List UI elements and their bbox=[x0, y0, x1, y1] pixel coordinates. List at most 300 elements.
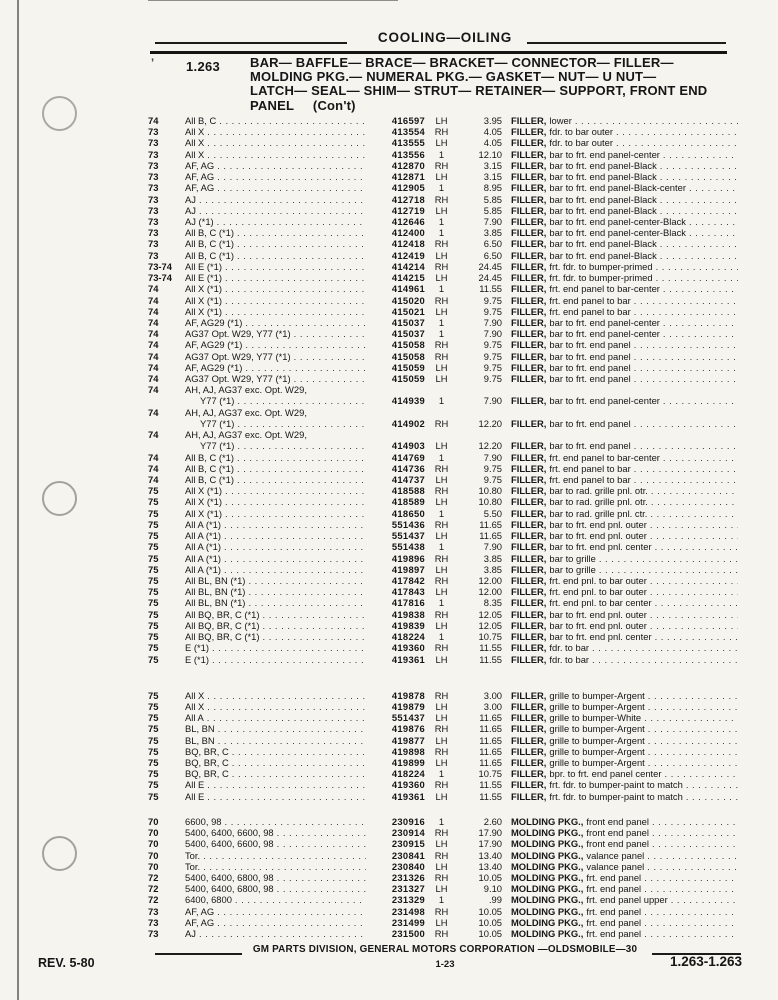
price-cell: 3.85 bbox=[483, 552, 502, 564]
part-number: 414902 bbox=[391, 417, 425, 429]
dot-leader bbox=[663, 149, 738, 160]
price-cell: 11.65 bbox=[479, 530, 502, 542]
dot-leader bbox=[634, 306, 738, 317]
side-cell: LH bbox=[435, 586, 448, 598]
description-cell bbox=[502, 306, 740, 317]
side-cell: RH bbox=[434, 872, 449, 883]
dot-leader bbox=[207, 126, 366, 137]
side-cell: LH bbox=[435, 496, 448, 508]
dot-leader bbox=[648, 757, 738, 768]
side-cell: LH bbox=[435, 204, 448, 216]
part-number: 231329 bbox=[391, 894, 425, 906]
dot-leader bbox=[592, 642, 738, 653]
description-cell bbox=[502, 250, 740, 261]
side-cell: LH bbox=[435, 530, 448, 542]
dot-leader bbox=[217, 216, 366, 227]
description-text: bar to frt. end panel bbox=[549, 339, 631, 351]
dot-leader bbox=[219, 115, 366, 126]
dot-leader bbox=[689, 216, 738, 227]
part-number: 419878 bbox=[391, 689, 425, 701]
price-cell: 3.00 bbox=[483, 700, 502, 712]
model-text: AJ bbox=[185, 928, 196, 940]
price-cell: 9.75 bbox=[483, 361, 502, 373]
part-type-label: FILLER, bbox=[511, 530, 547, 542]
part-type-label: FILLER, bbox=[511, 395, 547, 407]
description-cell bbox=[502, 597, 740, 608]
description-text: frt. fdr. to bumper-primed bbox=[549, 260, 653, 272]
price-cell: 9.10 bbox=[483, 883, 502, 895]
side-cell: LH bbox=[435, 137, 448, 149]
description-cell bbox=[502, 362, 740, 373]
model-text: AH, AJ, AG37 exc. Opt. W29, bbox=[185, 429, 307, 441]
dot-leader bbox=[212, 654, 366, 665]
table-row bbox=[148, 238, 740, 249]
dot-leader bbox=[648, 735, 738, 746]
price-cell: 11.65 bbox=[479, 745, 502, 757]
price-cell: 11.55 bbox=[479, 642, 502, 654]
dot-leader bbox=[651, 485, 738, 496]
part-number: 417842 bbox=[391, 574, 425, 586]
dot-leader bbox=[689, 182, 738, 193]
side-cell: LH bbox=[435, 563, 448, 575]
description-cell bbox=[502, 194, 740, 205]
model-cell bbox=[185, 530, 368, 541]
dot-leader bbox=[218, 735, 366, 746]
dot-leader bbox=[663, 395, 738, 406]
dot-leader bbox=[248, 575, 366, 586]
year-cell: 72 bbox=[148, 872, 159, 883]
side-cell: LH bbox=[435, 361, 448, 373]
model-cell bbox=[185, 429, 368, 440]
description-text: bar to frt. end pnl. outer bbox=[549, 608, 647, 620]
table-row bbox=[148, 205, 740, 216]
dot-leader bbox=[634, 463, 738, 474]
side-cell: RH bbox=[434, 339, 449, 351]
table-row bbox=[148, 597, 740, 608]
price-cell: 9.75 bbox=[483, 462, 502, 474]
part-number: 417816 bbox=[391, 597, 425, 609]
dot-leader bbox=[225, 496, 366, 507]
table-row bbox=[148, 485, 740, 496]
side-cell: 1 bbox=[438, 395, 445, 407]
year-cell: 73 bbox=[148, 916, 159, 928]
side-cell: 1 bbox=[438, 815, 445, 827]
description-text: bar to frt. end panel-Black bbox=[549, 171, 657, 183]
part-number: 412400 bbox=[391, 227, 425, 239]
table-row bbox=[148, 418, 740, 429]
side-cell: RH bbox=[434, 417, 449, 429]
price-cell: 3.85 bbox=[483, 563, 502, 575]
part-number: 419896 bbox=[391, 552, 425, 564]
part-type-label: MOLDING PKG., bbox=[511, 916, 584, 928]
price-cell: 12.05 bbox=[478, 619, 502, 631]
description-text: bar to frt. end panel bbox=[549, 440, 631, 452]
price-cell: 4.05 bbox=[483, 126, 502, 138]
side-cell: LH bbox=[435, 619, 448, 631]
table-row bbox=[148, 894, 740, 905]
price-cell: 17.90 bbox=[478, 827, 502, 839]
model-text: All X (*1) bbox=[185, 283, 222, 295]
description-cell bbox=[502, 768, 740, 779]
part-type-label: FILLER, bbox=[511, 316, 547, 328]
model-text: All B, C (*1) bbox=[185, 227, 234, 239]
description-cell bbox=[502, 126, 740, 137]
description-text: bar to frt. end panel-center bbox=[549, 148, 660, 160]
year-cell: 75 bbox=[148, 530, 159, 542]
dot-leader bbox=[650, 575, 738, 586]
part-type-label: FILLER, bbox=[511, 745, 547, 757]
dot-leader bbox=[207, 791, 366, 802]
side-cell: 1 bbox=[438, 894, 445, 906]
price-cell: 3.00 bbox=[483, 689, 502, 701]
side-cell: 1 bbox=[438, 541, 445, 553]
side-cell: RH bbox=[434, 159, 449, 171]
price-cell: 9.75 bbox=[483, 474, 502, 485]
price-cell: 12.00 bbox=[478, 574, 502, 586]
year-cell: 74 bbox=[148, 328, 159, 340]
description-text: frt. end panel to bar bbox=[549, 462, 631, 474]
description-cell bbox=[502, 452, 740, 463]
side-cell: 1 bbox=[438, 328, 445, 340]
description-text: frt. end panel to bar bbox=[549, 294, 631, 306]
side-cell: 1 bbox=[438, 451, 445, 463]
table-group bbox=[148, 115, 740, 665]
dot-leader bbox=[207, 137, 366, 148]
side-cell: LH bbox=[435, 474, 448, 485]
table-group bbox=[148, 816, 740, 939]
table-row bbox=[148, 496, 740, 507]
model-cell bbox=[185, 440, 368, 451]
model-cell bbox=[185, 861, 368, 872]
description-cell bbox=[502, 474, 740, 485]
part-number: 413554 bbox=[391, 126, 425, 138]
model-cell bbox=[185, 351, 368, 362]
year-cell: 75 bbox=[148, 541, 159, 553]
description-text: bar to frt. end pnl. center bbox=[549, 541, 652, 553]
model-text: All BL, BN (*1) bbox=[185, 574, 246, 586]
price-cell: 7.90 bbox=[483, 451, 502, 463]
description-cell bbox=[502, 496, 740, 507]
model-cell bbox=[185, 564, 368, 575]
year-cell: 75 bbox=[148, 689, 159, 701]
dot-leader bbox=[652, 838, 738, 849]
part-number: 412718 bbox=[391, 193, 425, 205]
dot-leader bbox=[634, 351, 738, 362]
description-cell bbox=[502, 928, 740, 939]
model-text: AF, AG bbox=[185, 182, 215, 194]
table-row bbox=[148, 575, 740, 586]
year-cell: 75 bbox=[148, 619, 159, 631]
part-number: 415020 bbox=[391, 294, 425, 306]
year-cell: 75 bbox=[148, 712, 159, 724]
description-text: bar to rad. grille pnl. ctr. bbox=[549, 507, 648, 519]
part-number: 419876 bbox=[391, 723, 425, 735]
header-rule-thick bbox=[150, 51, 727, 54]
dot-leader bbox=[648, 746, 738, 757]
side-cell: RH bbox=[434, 574, 449, 586]
side-cell: RH bbox=[434, 642, 449, 654]
year-cell: 73 bbox=[148, 238, 159, 250]
side-cell: RH bbox=[434, 827, 449, 839]
part-number: 414737 bbox=[391, 474, 425, 485]
part-type-label: FILLER, bbox=[511, 485, 547, 497]
dot-leader bbox=[245, 362, 366, 373]
year-cell: 74 bbox=[148, 373, 159, 385]
part-type-label: FILLER, bbox=[511, 272, 547, 284]
description-cell bbox=[502, 609, 740, 620]
part-type-label: FILLER, bbox=[511, 115, 547, 126]
dot-leader bbox=[232, 746, 366, 757]
part-number: 414961 bbox=[391, 283, 425, 295]
price-cell: 11.65 bbox=[479, 757, 502, 769]
part-type-label: FILLER, bbox=[511, 361, 547, 373]
model-cell bbox=[185, 757, 368, 768]
part-number: 230841 bbox=[391, 849, 425, 861]
description-text: bar to frt. end panel-Black bbox=[549, 193, 657, 205]
description-cell bbox=[502, 553, 740, 564]
table-row bbox=[148, 407, 740, 418]
model-text: AG37 Opt. W29, Y77 (*1) bbox=[185, 373, 291, 385]
dot-leader bbox=[660, 238, 738, 249]
price-cell: 3.95 bbox=[483, 115, 502, 126]
dot-leader bbox=[651, 496, 738, 507]
part-type-label: FILLER, bbox=[511, 723, 547, 735]
model-cell bbox=[185, 126, 368, 137]
part-type-label: FILLER, bbox=[511, 631, 547, 643]
dot-leader bbox=[671, 894, 738, 905]
description-text: bar to rad. grille pnl. otr. bbox=[549, 485, 648, 497]
price-cell: 7.90 bbox=[483, 395, 502, 407]
table-row bbox=[148, 440, 740, 451]
model-text: All B, C (*1) bbox=[185, 462, 234, 474]
model-cell bbox=[185, 519, 368, 530]
dot-leader bbox=[294, 351, 366, 362]
model-text: All A (*1) bbox=[185, 552, 221, 564]
part-number: 419839 bbox=[391, 619, 425, 631]
side-cell: RH bbox=[434, 608, 449, 620]
part-number: 418224 bbox=[391, 768, 425, 780]
year-cell: 75 bbox=[148, 768, 159, 780]
year-cell: 74 bbox=[148, 305, 159, 317]
model-cell bbox=[185, 642, 368, 653]
description-text: grille to bumper-Argent bbox=[549, 745, 645, 757]
model-cell bbox=[185, 160, 368, 171]
model-text: All E (*1) bbox=[185, 260, 222, 272]
year-cell: 75 bbox=[148, 723, 159, 735]
year-cell: 70 bbox=[148, 838, 159, 850]
description-text: frt. end panel upper bbox=[586, 894, 668, 906]
model-text: All A (*1) bbox=[185, 541, 221, 553]
description-text: fdr. to bar bbox=[549, 653, 590, 665]
description-text: frt. end panel to bar-center bbox=[549, 451, 660, 463]
part-type-label: FILLER, bbox=[511, 474, 547, 485]
description-cell bbox=[502, 620, 740, 631]
model-cell bbox=[185, 838, 368, 849]
side-cell: 1 bbox=[438, 316, 445, 328]
description-text: fdr. to bar bbox=[549, 642, 590, 654]
side-cell: 1 bbox=[438, 215, 445, 227]
dot-leader bbox=[575, 115, 738, 126]
dot-leader bbox=[650, 530, 738, 541]
model-cell bbox=[185, 362, 368, 373]
dot-leader bbox=[660, 250, 738, 261]
model-cell bbox=[185, 850, 368, 861]
year-cell: 74 bbox=[148, 115, 159, 126]
price-cell: 10.05 bbox=[478, 872, 502, 883]
year-cell: 74 bbox=[148, 384, 159, 396]
description-text: frt. end panel bbox=[586, 883, 642, 895]
side-cell: RH bbox=[434, 193, 449, 205]
model-cell bbox=[185, 631, 368, 642]
table-row bbox=[148, 295, 740, 306]
part-number: 419360 bbox=[391, 779, 425, 791]
description-text: frt. end pnl. to bar outer bbox=[549, 586, 647, 598]
year-cell: 73 bbox=[148, 159, 159, 171]
description-cell bbox=[502, 712, 740, 723]
part-type-label: FILLER, bbox=[511, 204, 547, 216]
price-cell: 11.55 bbox=[479, 283, 502, 295]
part-type-label: FILLER, bbox=[511, 507, 547, 519]
dot-leader bbox=[225, 283, 366, 294]
dot-leader bbox=[225, 816, 367, 827]
model-text: All B, C (*1) bbox=[185, 451, 234, 463]
table-row bbox=[148, 530, 740, 541]
description-text: bar to frt. end pnl. outer bbox=[549, 619, 647, 631]
description-text: grille to bumper-White bbox=[549, 712, 642, 724]
description-text: bar to frt. end panel-center bbox=[549, 395, 660, 407]
dot-leader bbox=[644, 883, 738, 894]
part-type-label: FILLER, bbox=[511, 182, 547, 194]
table-row bbox=[148, 182, 740, 193]
part-number: 414903 bbox=[391, 440, 425, 452]
part-number: 419898 bbox=[391, 745, 425, 757]
price-cell: 8.95 bbox=[483, 182, 502, 194]
dot-leader bbox=[650, 508, 738, 519]
table-row bbox=[148, 827, 740, 838]
year-cell: 75 bbox=[148, 642, 159, 654]
side-cell: RH bbox=[434, 552, 449, 564]
description-text: frt. end panel bbox=[586, 916, 642, 928]
model-cell bbox=[185, 407, 368, 418]
table-row bbox=[148, 339, 740, 350]
description-text: bar to frt. end pnl. center bbox=[549, 631, 652, 643]
model-text: AF, AG29 (*1) bbox=[185, 361, 243, 373]
price-cell: 9.75 bbox=[483, 373, 502, 385]
part-type-label: FILLER, bbox=[511, 249, 547, 261]
model-text: All A (*1) bbox=[185, 530, 221, 542]
part-type-label: FILLER, bbox=[511, 700, 547, 712]
dot-leader bbox=[650, 519, 738, 530]
part-type-label: FILLER, bbox=[511, 563, 547, 575]
side-cell: RH bbox=[434, 905, 449, 917]
price-cell: 12.05 bbox=[478, 608, 502, 620]
dot-leader bbox=[660, 194, 738, 205]
description-text: frt. end pnl. to bar outer bbox=[549, 574, 647, 586]
table-row bbox=[148, 564, 740, 575]
dot-leader bbox=[599, 564, 738, 575]
part-type-label: FILLER, bbox=[511, 518, 547, 530]
model-cell bbox=[185, 827, 368, 838]
dot-leader bbox=[634, 295, 738, 306]
year-cell: 73-74 bbox=[148, 260, 172, 272]
model-text: AG37 Opt. W29, Y77 (*1) bbox=[185, 328, 291, 340]
price-cell: 3.85 bbox=[483, 227, 502, 239]
year-cell: 75 bbox=[148, 586, 159, 598]
dot-leader bbox=[224, 530, 366, 541]
description-cell bbox=[502, 463, 740, 474]
year-cell: 75 bbox=[148, 653, 159, 665]
model-cell bbox=[185, 227, 368, 238]
model-cell bbox=[185, 205, 368, 216]
dot-leader bbox=[650, 586, 738, 597]
table-row bbox=[148, 779, 740, 790]
table-row bbox=[148, 317, 740, 328]
description-text: bar to frt. end panel-center-Black bbox=[549, 227, 686, 239]
description-cell bbox=[502, 917, 740, 928]
side-cell: 1 bbox=[438, 227, 445, 239]
description-cell bbox=[502, 149, 740, 160]
description-cell bbox=[502, 508, 740, 519]
description-cell bbox=[502, 339, 740, 350]
dot-leader bbox=[207, 779, 366, 790]
part-type-label: FILLER, bbox=[511, 653, 547, 665]
price-cell: 9.75 bbox=[483, 305, 502, 317]
description-text: frt. end panel bbox=[586, 905, 642, 917]
description-cell bbox=[502, 115, 740, 126]
table-row bbox=[148, 723, 740, 734]
model-text: All B, C bbox=[185, 115, 217, 126]
dot-leader bbox=[199, 928, 366, 939]
dot-leader bbox=[235, 894, 366, 905]
price-cell: 5.85 bbox=[483, 204, 502, 216]
description-cell bbox=[502, 791, 740, 802]
model-text: All E bbox=[185, 779, 205, 791]
year-cell: 74 bbox=[148, 429, 159, 441]
side-cell: 1 bbox=[438, 148, 445, 160]
table-row bbox=[148, 328, 740, 339]
part-type-label: FILLER, bbox=[511, 768, 547, 780]
description-cell bbox=[502, 541, 740, 552]
description-cell bbox=[502, 894, 740, 905]
model-text: AF, AG bbox=[185, 916, 215, 928]
year-cell: 73 bbox=[148, 227, 159, 239]
year-cell: 73 bbox=[148, 171, 159, 183]
part-number: 412719 bbox=[391, 204, 425, 216]
part-number: 230916 bbox=[391, 815, 425, 827]
side-cell: LH bbox=[435, 790, 448, 802]
year-cell: 75 bbox=[148, 485, 159, 497]
part-number: 551437 bbox=[391, 530, 425, 542]
table-row bbox=[148, 149, 740, 160]
table-row bbox=[148, 137, 740, 148]
dot-leader bbox=[277, 827, 366, 838]
model-cell bbox=[185, 620, 368, 631]
model-text: All A (*1) bbox=[185, 563, 221, 575]
model-text: AJ bbox=[185, 193, 196, 205]
dot-leader bbox=[237, 440, 366, 451]
price-cell: 8.35 bbox=[483, 597, 502, 609]
part-number: 412419 bbox=[391, 249, 425, 261]
side-cell: RH bbox=[434, 928, 449, 940]
dot-leader bbox=[207, 701, 366, 712]
part-number: 418588 bbox=[391, 485, 425, 497]
model-text: E (*1) bbox=[185, 642, 209, 654]
year-cell: 75 bbox=[148, 574, 159, 586]
dot-leader bbox=[648, 723, 738, 734]
dot-leader bbox=[616, 126, 738, 137]
part-type-label: FILLER, bbox=[511, 417, 547, 429]
part-type-label: FILLER, bbox=[511, 137, 547, 149]
